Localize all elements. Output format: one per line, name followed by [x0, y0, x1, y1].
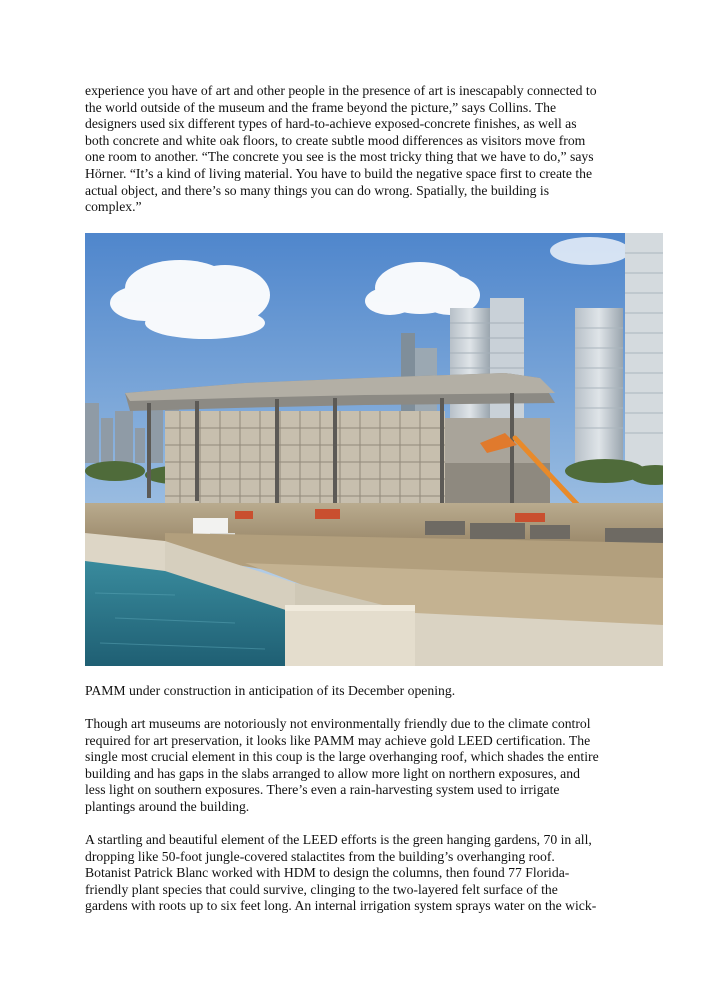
museum-construction-photo	[85, 233, 663, 666]
text-line: plantings around the building.	[85, 798, 250, 814]
text-line: friendly plant species that could survive, clinging to the two-layered felt surface of the	[85, 881, 558, 897]
paragraph-leed-certification	[85, 716, 630, 816]
photo-caption	[85, 683, 630, 700]
paragraph-collins-quote	[85, 83, 630, 216]
text-line: Though art museums are notoriously not environmentally friendly due to the climate control	[85, 716, 591, 731]
text-line: gardens with roots up to six feet long. An internal irrigation system sprays water on the wick-	[85, 898, 597, 914]
text-line: one room to another. “The concrete you see is the most tricky thing that we have to do,” says	[85, 149, 594, 165]
text-line: the world outside of the museum and the frame beyond the picture,” says Collins. The	[85, 99, 557, 115]
text-line: complex.”	[85, 199, 142, 215]
text-line: A startling and beautiful element of the LEED efforts is the green hanging gardens, 70 in all,	[85, 832, 592, 847]
text-line: both concrete and white oak floors, to create subtle mood differences as visitors move from	[85, 132, 586, 148]
text-line: less light on southern exposures. There’s even a rain-harvesting system used to irrigate	[85, 782, 560, 798]
text-line: designers used six different types of hard-to-achieve exposed-concrete finishes, as well as	[85, 116, 577, 132]
text-line: Botanist Patrick Blanc worked with HDM to design the columns, then found 77 Florida-	[85, 865, 570, 881]
text-line: dropping like 50-foot jungle-covered stalactites from the building’s overhanging roof.	[85, 848, 555, 864]
text-line: required for art preservation, it looks like PAMM may achieve gold LEED certification. The	[85, 732, 591, 748]
text-line: Hörner. “It’s a kind of living material. You have to build the negative space first to create the	[85, 165, 593, 181]
text-line: actual object, and there’s so many things you can do wrong. Spatially, the building is	[85, 182, 550, 198]
text-line: experience you have of art and other people in the presence of art is inescapably connected to	[85, 83, 597, 98]
caption-text: PAMM under construction in anticipation of its December opening.	[85, 683, 456, 698]
paragraph-hanging-gardens	[85, 832, 630, 915]
text-line: single most crucial element in this coup is the large overhanging roof, which shades the entire	[85, 749, 599, 765]
text-line: building and has gaps in the slabs arranged to allow more light on northern exposures, and	[85, 765, 580, 781]
